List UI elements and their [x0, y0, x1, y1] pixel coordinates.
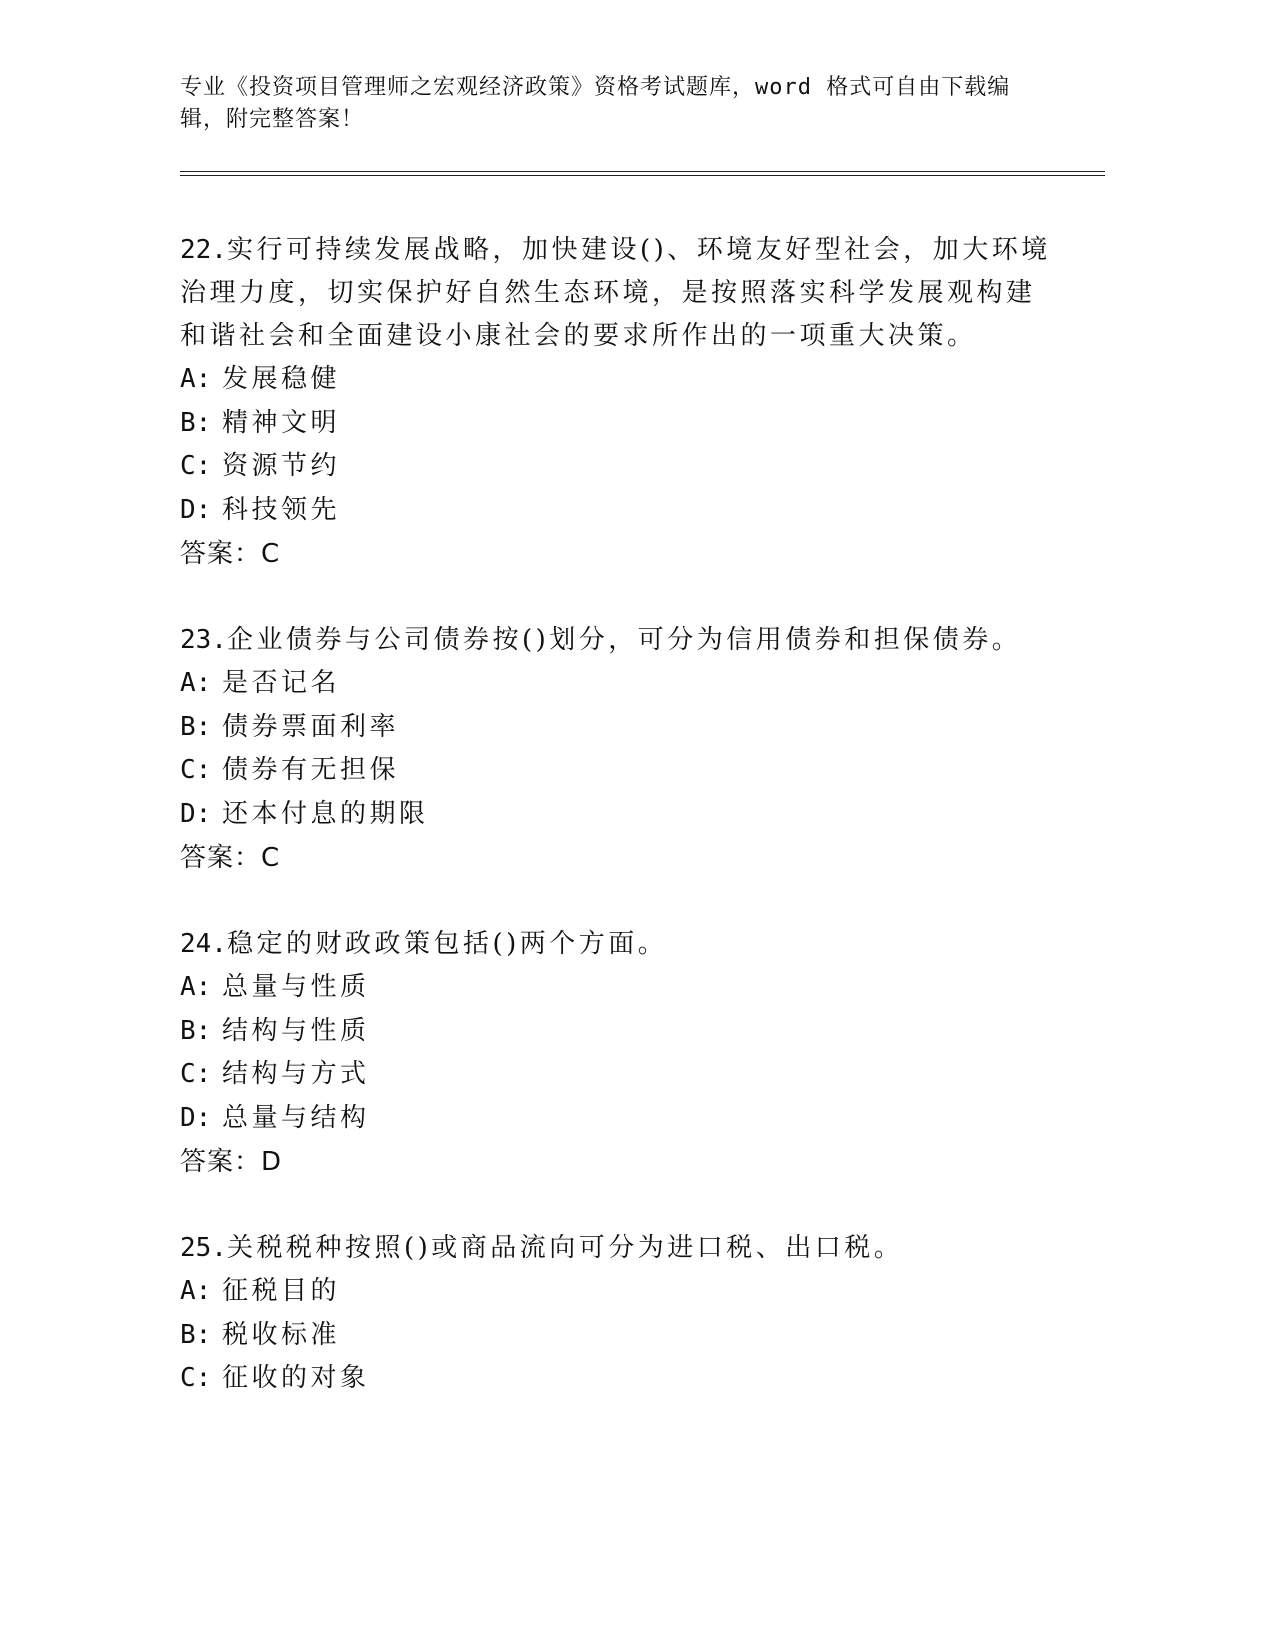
- option-text: 总量与性质: [222, 972, 370, 1002]
- question-list: [180, 229, 1060, 1444]
- option-a: [180, 358, 1060, 402]
- question-text: 实行可持续发展战略，加快建设()、环境友好型社会，加大环境治理力度，切实保护好自然生态环境，是按照落实科学发展观构建和谐社会和全面建设小康社会的要求所作出的一项重大决策。: [180, 235, 1051, 351]
- option-text: 精神文明: [222, 407, 341, 438]
- question-23: [180, 619, 1060, 880]
- option-letter: A:: [180, 972, 212, 1002]
- option-letter: B:: [180, 407, 212, 438]
- option-text: 结构与方式: [222, 1059, 370, 1089]
- document-header: [180, 72, 1040, 136]
- option-letter: D:: [180, 798, 212, 829]
- option-letter: B:: [180, 711, 212, 742]
- option-letter: A:: [180, 364, 212, 394]
- option-text: 征收的对象: [222, 1363, 370, 1393]
- question-text: 关税税种按照()或商品流向可分为进口税、出口税。: [226, 1233, 904, 1263]
- option-letter: D:: [180, 494, 212, 525]
- option-text: 债券票面利率: [222, 711, 400, 742]
- option-c: [180, 749, 1060, 793]
- option-letter: B:: [180, 1319, 212, 1350]
- option-letter: D:: [180, 1102, 212, 1133]
- option-b: [180, 402, 1060, 446]
- question-stem: [180, 619, 1060, 662]
- question-25: [180, 1227, 1060, 1401]
- option-text: 发展稳健: [222, 364, 341, 394]
- option-text: 科技领先: [222, 494, 341, 525]
- option-text: 结构与性质: [222, 1015, 370, 1046]
- answer-line: 答案：C: [180, 539, 281, 569]
- question-number: 22.: [180, 235, 227, 265]
- question-24: [180, 923, 1060, 1184]
- question-number: 25.: [180, 1233, 227, 1263]
- option-letter: C:: [180, 1059, 212, 1089]
- option-text: 是否记名: [222, 668, 341, 698]
- question-stem: [180, 229, 1060, 358]
- option-text: 征税目的: [222, 1276, 341, 1306]
- option-text: 总量与结构: [222, 1102, 370, 1133]
- option-letter: A:: [180, 668, 212, 698]
- answer-line: 答案：C: [180, 843, 281, 873]
- option-d: [180, 1097, 1060, 1141]
- option-c: [180, 1053, 1060, 1097]
- option-a: [180, 662, 1060, 706]
- option-letter: B:: [180, 1015, 212, 1046]
- option-text: 资源节约: [222, 451, 341, 481]
- question-stem: [180, 923, 1060, 966]
- option-b: [180, 1314, 1060, 1358]
- question-number: 24.: [180, 929, 227, 959]
- answer-line: 答案：D: [180, 1147, 283, 1177]
- option-letter: C:: [180, 755, 212, 785]
- option-letter: C:: [180, 451, 212, 481]
- option-d: [180, 793, 1060, 837]
- question-stem: [180, 1227, 1060, 1270]
- header-text: 专业《投资项目管理师之宏观经济政策》资格考试题库，word 格式可自由下载编辑，附完整答案！: [180, 75, 1011, 132]
- option-text: 税收标准: [222, 1319, 341, 1350]
- option-d: [180, 489, 1060, 533]
- option-text: 还本付息的期限: [222, 798, 429, 829]
- option-c: [180, 1357, 1060, 1401]
- option-letter: A:: [180, 1276, 212, 1306]
- question-22: [180, 229, 1060, 576]
- option-b: [180, 706, 1060, 750]
- option-a: [180, 966, 1060, 1010]
- option-letter: C:: [180, 1363, 212, 1393]
- option-c: [180, 445, 1060, 489]
- header-divider-bottom: [180, 175, 1105, 176]
- question-text: 企业债券与公司债券按()划分，可分为信用债券和担保债券。: [226, 625, 1022, 655]
- header-divider-top: [180, 171, 1105, 172]
- option-a: [180, 1270, 1060, 1314]
- question-text: 稳定的财政政策包括()两个方面。: [226, 929, 668, 959]
- option-text: 债券有无担保: [222, 755, 400, 785]
- question-number: 23.: [180, 625, 227, 655]
- option-b: [180, 1010, 1060, 1054]
